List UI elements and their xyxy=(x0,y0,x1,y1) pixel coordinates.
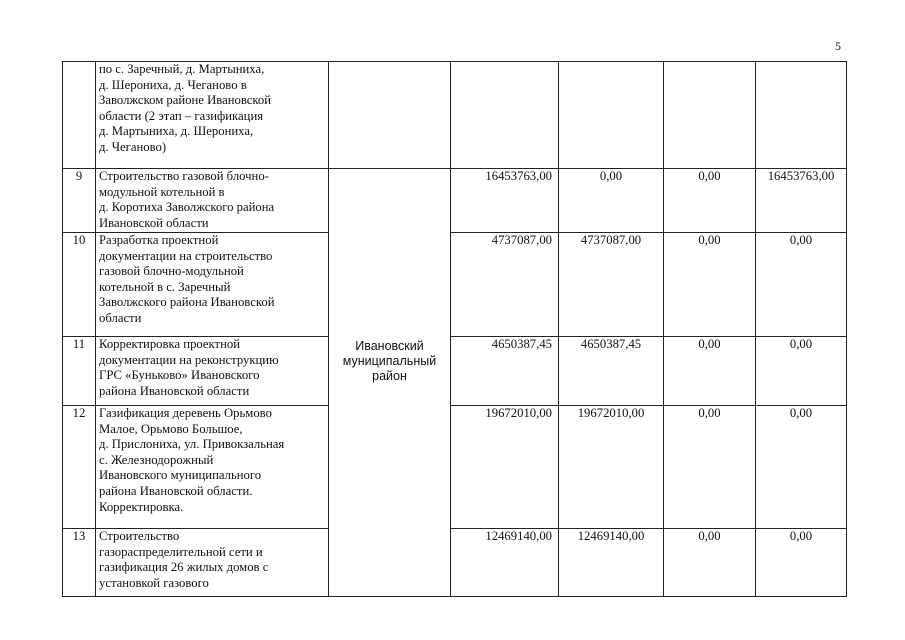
district-spacer xyxy=(332,169,447,339)
name-line: газовой блочно-модульной xyxy=(99,264,244,279)
value-cell-3: 0,00 xyxy=(664,406,756,529)
value-cell-1: 12469140,00 xyxy=(451,529,559,597)
name-line: модульной котельной в xyxy=(99,184,225,199)
value-cell-3: 0,00 xyxy=(664,169,756,233)
name-line: области (2 этап – газификация xyxy=(99,108,264,123)
name-line: д. Чеганово) xyxy=(99,139,167,154)
row-number: 9 xyxy=(63,169,96,233)
name-line: Ивановского муниципального xyxy=(99,468,262,483)
row-number: 10 xyxy=(63,233,96,337)
project-name-cell xyxy=(96,337,329,406)
value-cell-2: 0,00 xyxy=(559,169,664,233)
value-cell-1: 16453763,00 xyxy=(451,169,559,233)
table-row-continued xyxy=(63,62,847,169)
district-cell-continued xyxy=(329,62,451,169)
name-line: с. Железнодорожный xyxy=(99,452,214,467)
value-cell-4: 0,00 xyxy=(756,529,847,597)
name-line: газораспределительной сети и xyxy=(99,544,263,559)
name-line: Строительство газовой блочно- xyxy=(99,169,269,183)
name-line: документации на строительство xyxy=(99,248,273,263)
name-line: д. Шерониха, д. Чеганово в xyxy=(99,77,247,92)
name-line: документации на реконструкцию xyxy=(99,352,279,367)
value-cell-4: 0,00 xyxy=(756,337,847,406)
value-cell-1: 19672010,00 xyxy=(451,406,559,529)
table-row xyxy=(63,406,847,529)
value-cell xyxy=(451,62,559,169)
value-cell-2: 4737087,00 xyxy=(559,233,664,337)
value-cell-3: 0,00 xyxy=(664,337,756,406)
project-name-cell xyxy=(96,406,329,529)
row-number-cell xyxy=(63,62,96,169)
project-name-cell xyxy=(96,169,329,233)
name-line: Малое, Орьмово Большое, xyxy=(99,421,243,436)
table-row xyxy=(63,169,847,233)
name-line: области xyxy=(99,310,142,325)
name-line: д. Мартыниха, д. Шерониха, xyxy=(99,124,254,139)
value-cell-4: 0,00 xyxy=(756,406,847,529)
name-line: Заволжского района Ивановской xyxy=(99,295,275,310)
name-line: района Ивановской области xyxy=(99,383,250,398)
name-line: котельной в с. Заречный xyxy=(99,279,231,294)
name-line: по с. Заречный, д. Мартыниха, xyxy=(99,62,265,76)
name-line: Разработка проектной xyxy=(99,233,219,247)
project-name-cell xyxy=(96,529,329,597)
name-line: Ивановской области xyxy=(99,215,209,230)
district-name: Ивановский муниципальный район xyxy=(342,339,437,384)
name-line: установкой газового xyxy=(99,575,209,590)
name-line: района Ивановской области. xyxy=(99,483,253,498)
table-row xyxy=(63,337,847,406)
program-table xyxy=(62,61,847,597)
page-number: 5 xyxy=(835,39,841,53)
value-cell-1: 4737087,00 xyxy=(451,233,559,337)
value-cell-4: 16453763,00 xyxy=(756,169,847,233)
name-line: Заволжском районе Ивановской xyxy=(99,93,272,108)
name-line: Строительство xyxy=(99,529,180,543)
name-line: Корректировка проектной xyxy=(99,337,241,351)
value-cell-4: 0,00 xyxy=(756,233,847,337)
row-number: 13 xyxy=(63,529,96,597)
project-name-cell xyxy=(96,62,329,169)
row-number: 11 xyxy=(63,337,96,406)
value-cell-1: 4650387,45 xyxy=(451,337,559,406)
table-row xyxy=(63,529,847,597)
value-cell xyxy=(559,62,664,169)
value-cell-2: 4650387,45 xyxy=(559,337,664,406)
name-line: газификация 26 жилых домов с xyxy=(99,560,269,575)
project-name-cell xyxy=(96,233,329,337)
name-line: д. Прислониха, ул. Привокзальная xyxy=(99,437,285,452)
value-cell-3: 0,00 xyxy=(664,529,756,597)
table-row xyxy=(63,233,847,337)
value-cell-2: 12469140,00 xyxy=(559,529,664,597)
value-cell xyxy=(664,62,756,169)
row-number: 12 xyxy=(63,406,96,529)
district-cell xyxy=(329,169,451,597)
name-line: Газификация деревень Орьмово xyxy=(99,406,272,420)
name-line: ГРС «Буньково» Ивановского xyxy=(99,368,260,383)
name-line: д. Коротиха Заволжского района xyxy=(99,200,275,215)
value-cell-3: 0,00 xyxy=(664,233,756,337)
value-cell xyxy=(756,62,847,169)
value-cell-2: 19672010,00 xyxy=(559,406,664,529)
name-line: Корректировка. xyxy=(99,499,184,514)
